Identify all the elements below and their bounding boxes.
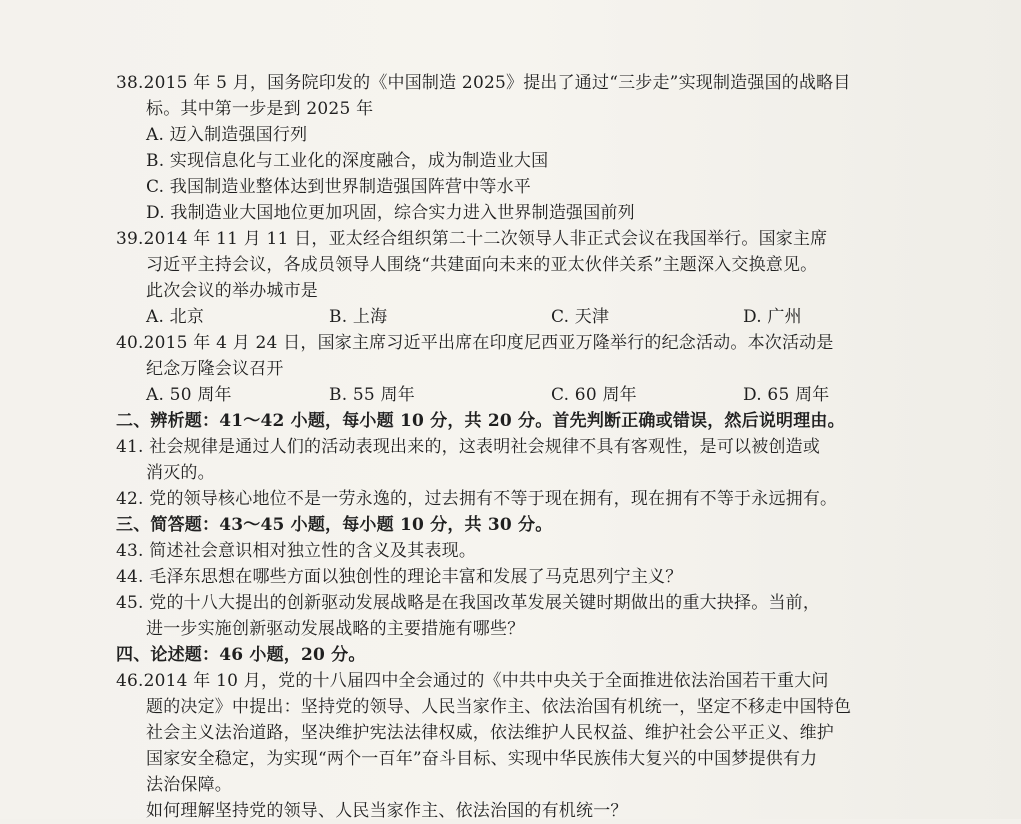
q39-option-d: D. 广州 — [743, 307, 802, 327]
q41-line1: 41. 社会规律是通过人们的活动表现出来的，这表明社会规律不具有客观性，是可以被创造或 — [116, 437, 821, 457]
q44: 44. 毛泽东思想在哪些方面以独创性的理论丰富和发展了马克思列宁主义？ — [116, 567, 683, 587]
q38-option-d: D. 我制造业大国地位更加巩固，综合实力进入世界制造强国前列 — [146, 203, 635, 223]
q45-line2: 进一步实施创新驱动发展战略的主要措施有哪些？ — [146, 619, 525, 639]
q46-line1: 46.2014 年 10 月，党的十八届四中全会通过的《中共中央关于全面推进依法治国若干重大问 — [116, 671, 829, 691]
q39-option-c: C. 天津 — [551, 307, 610, 327]
q43: 43. 简述社会意识相对独立性的含义及其表现。 — [116, 541, 477, 561]
section-3-heading: 三、简答题：43～45 小题，每小题 10 分，共 30 分。 — [116, 515, 553, 535]
q38-option-c: C. 我国制造业整体达到世界制造强国阵营中等水平 — [146, 177, 532, 197]
q42: 42. 党的领导核心地位不是一劳永逸的，过去拥有不等于现在拥有，现在拥有不等于永远拥有。 — [116, 489, 838, 509]
q40-stem-line1: 40.2015 年 4 月 24 日，国家主席习近平出席在印度尼西亚万隆举行的纪念活动。本次活动是 — [116, 333, 834, 353]
q39-option-a: A. 北京 — [146, 307, 205, 327]
q40-options — [116, 382, 978, 408]
section-4-heading: 四、论述题：46 小题，20 分。 — [116, 645, 366, 665]
q38-stem-line1: 38.2015 年 5 月，国务院印发的《中国制造 2025》提出了通过“三步走”实现制造强国的战略目 — [116, 73, 851, 93]
q38-option-a: A. 迈入制造强国行列 — [146, 125, 308, 145]
q38-stem-line2: 标。其中第一步是到 2025 年 — [146, 99, 374, 119]
q41-line2: 消灭的。 — [146, 463, 215, 483]
section-2-heading: 二、辨析题：41～42 小题，每小题 10 分，共 20 分。首先判断正确或错误，然后说明理由。 — [116, 411, 845, 431]
q39-options — [116, 304, 978, 330]
q46-line4: 国家安全稳定，为实现“两个一百年”奋斗目标、实现中华民族伟大复兴的中国梦提供有力 — [146, 749, 818, 769]
q40-option-b: B. 55 周年 — [329, 385, 415, 405]
q40-stem-line2: 纪念万隆会议召开 — [146, 359, 284, 379]
q39-stem-line3: 此次会议的举办城市是 — [146, 281, 318, 301]
q46-question: 如何理解坚持党的领导、人民当家作主、依法治国的有机统一？ — [146, 801, 628, 821]
exam-content — [116, 70, 978, 824]
q46-line2: 题的决定》中提出：坚持党的领导、人民当家作主、依法治国有机统一，坚定不移走中国特色 — [146, 697, 852, 717]
q40-option-c: C. 60 周年 — [551, 385, 637, 405]
q39-stem-line1: 39.2014 年 11 月 11 日，亚太经合组织第二十二次领导人非正式会议在我国举行。国家主席 — [116, 229, 828, 249]
q46-line5: 法治保障。 — [146, 775, 232, 795]
q39-option-b: B. 上海 — [329, 307, 388, 327]
q40-option-a: A. 50 周年 — [146, 385, 232, 405]
q38-option-b: B. 实现信息化与工业化的深度融合，成为制造业大国 — [146, 151, 549, 171]
q39-stem-line2: 习近平主持会议，各成员领导人围绕“共建面向未来的亚太伙伴关系”主题深入交换意见。 — [146, 255, 818, 275]
q40-option-d: D. 65 周年 — [743, 385, 830, 405]
q45-line1: 45. 党的十八大提出的创新驱动发展战略是在我国改革发展关键时期做出的重大抉择。当前， — [116, 593, 821, 613]
q46-line3: 社会主义法治道路，坚决维护宪法法律权威，依法维护人民权益、维护社会公平正义、维护 — [146, 723, 834, 743]
